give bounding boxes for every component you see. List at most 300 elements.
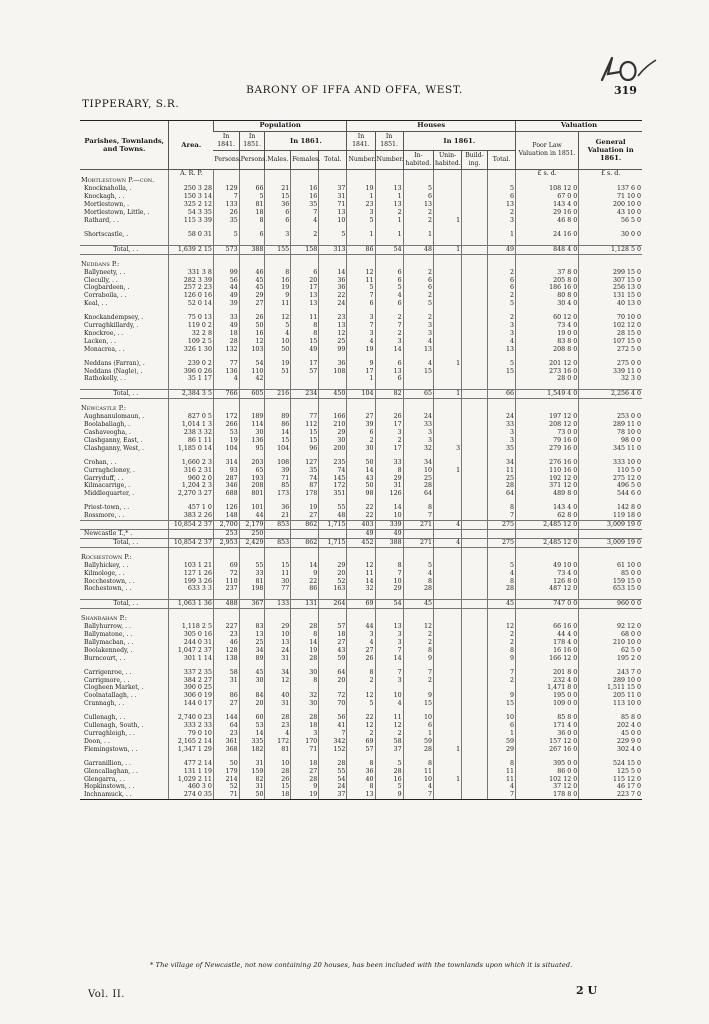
cell-males: 86 bbox=[265, 421, 291, 429]
cell-uninhabited: 1 bbox=[434, 776, 462, 784]
cell-houses-total: 11 bbox=[487, 776, 515, 784]
cell-pop-1851: 29 bbox=[239, 292, 265, 300]
cell-uninhabited bbox=[434, 314, 462, 322]
townland-row bbox=[80, 459, 642, 467]
townland-row bbox=[80, 269, 642, 277]
cell-houses-1841: 49 bbox=[347, 529, 375, 538]
cell-name: Aughnanulomaun, . bbox=[84, 413, 145, 421]
cell-name: Rossmore, . . bbox=[84, 512, 125, 520]
cell-houses-total: 45 bbox=[487, 600, 515, 609]
cell-pop-1851: 42 bbox=[239, 375, 265, 383]
cell-poor-law-valuation: 143 4 0 bbox=[516, 201, 579, 209]
cell-pop-1851: 46 bbox=[239, 269, 265, 277]
cell-building bbox=[462, 655, 488, 663]
cell-houses-1851: 5 bbox=[375, 783, 403, 791]
townland-row bbox=[80, 791, 642, 799]
cell-females: 13 bbox=[291, 300, 319, 308]
cell-pop-1841: 77 bbox=[213, 360, 239, 368]
cell-pop-1841: 766 bbox=[213, 390, 239, 399]
cell-inhabited: 2 bbox=[403, 631, 433, 639]
cell-name: Burncourt, . . bbox=[84, 654, 126, 662]
cell-name: Shortscastle, . bbox=[84, 230, 129, 238]
cell-houses-1841: 452 bbox=[347, 538, 375, 547]
cell-inhabited: 2 bbox=[403, 292, 433, 300]
cell-houses-1851: 8 bbox=[375, 562, 403, 570]
cell-houses-1851: 388 bbox=[375, 538, 403, 547]
cell-pop-1841: 138 bbox=[213, 655, 239, 663]
cell-pop-1841: 172 bbox=[213, 413, 239, 421]
cell-houses-1851: 3 bbox=[375, 631, 403, 639]
cell-area: 477 2 14 bbox=[169, 760, 213, 768]
cell-area: 244 0 31 bbox=[169, 639, 213, 647]
cell-building bbox=[462, 269, 488, 277]
cell-inhabited: 24 bbox=[403, 413, 433, 421]
cell-area: 383 2 26 bbox=[169, 512, 213, 520]
cell-pop-1851 bbox=[239, 684, 265, 692]
cell-area: 239 0 2 bbox=[169, 360, 213, 368]
cell-females: 15 bbox=[291, 437, 319, 445]
cell-general-valuation: 40 13 0 bbox=[579, 300, 642, 308]
cell-houses-1841: 69 bbox=[347, 738, 375, 746]
cell-area: 282 3 39 bbox=[169, 277, 213, 285]
cell-building bbox=[462, 338, 488, 346]
cell-building bbox=[462, 791, 488, 799]
townland-row bbox=[80, 284, 642, 292]
cell-general-valuation: 205 11 0 bbox=[579, 692, 642, 700]
cell-pop-total: 48 bbox=[319, 512, 347, 520]
cell-poor-law-valuation: 86 0 0 bbox=[516, 768, 579, 776]
cell-area: 127 1 26 bbox=[169, 570, 213, 578]
townland-row bbox=[80, 201, 642, 209]
cell-inhabited: 12 bbox=[403, 623, 433, 631]
total-row bbox=[80, 600, 642, 609]
cell-houses-1851: 6 bbox=[375, 360, 403, 368]
cell-females: 28 bbox=[291, 623, 319, 631]
cell-houses-total: 2 bbox=[487, 292, 515, 300]
cell-building bbox=[462, 245, 488, 254]
townland-row bbox=[80, 217, 642, 225]
cell-poor-law-valuation: 37 8 0 bbox=[516, 269, 579, 277]
cell-females: 77 bbox=[291, 413, 319, 421]
cell-pop-total: 24 bbox=[319, 300, 347, 308]
cell-poor-law-valuation: 205 8 0 bbox=[516, 277, 579, 285]
cell-houses-total: 33 bbox=[487, 421, 515, 429]
townland-row bbox=[80, 475, 642, 483]
cell-name: Crannagh, . . bbox=[84, 700, 125, 708]
townland-row bbox=[80, 375, 642, 383]
cell-pop-total: 1,715 bbox=[319, 521, 347, 530]
cell-houses-1841: 6 bbox=[347, 300, 375, 308]
cell-houses-total: 6 bbox=[487, 722, 515, 730]
cell-houses-1851: 14 bbox=[375, 655, 403, 663]
cell-name: Priest-town, . . bbox=[84, 504, 130, 512]
cell-poor-law-valuation: 73 0 0 bbox=[516, 429, 579, 437]
cell-building bbox=[462, 677, 488, 685]
cell-uninhabited bbox=[434, 768, 462, 776]
cell-general-valuation: 85 8 0 bbox=[579, 714, 642, 722]
cell-name: Mortlestown, . bbox=[84, 201, 130, 209]
cell-females: 15 bbox=[291, 429, 319, 437]
cell-uninhabited: 1 bbox=[434, 467, 462, 475]
cell-uninhabited: 4 bbox=[434, 521, 462, 530]
cell-houses-1841: 27 bbox=[347, 647, 375, 655]
cell-poor-law-valuation bbox=[516, 529, 579, 538]
cell-females: 74 bbox=[291, 475, 319, 483]
cell-general-valuation: 229 9 0 bbox=[579, 738, 642, 746]
cell-houses-1851: 7 bbox=[375, 322, 403, 330]
cell-pop-1851: 13 bbox=[239, 631, 265, 639]
cell-pop-total: 70 bbox=[319, 700, 347, 708]
cell-name: Knockagh, . . bbox=[84, 193, 125, 201]
cell-pop-1841: 33 bbox=[213, 314, 239, 322]
cell-pop-total: 20 bbox=[319, 570, 347, 578]
cell-uninhabited: 1 bbox=[434, 245, 462, 254]
cell-building bbox=[462, 217, 488, 225]
cell-females: 2 bbox=[291, 231, 319, 239]
cell-general-valuation: 960 0 0 bbox=[579, 600, 642, 609]
cell-poor-law-valuation: 2,485 12 0 bbox=[516, 538, 579, 547]
cell-general-valuation: 102 12 0 bbox=[579, 322, 642, 330]
cell-houses-total: 7 bbox=[487, 669, 515, 677]
cell-poor-law-valuation: 166 12 0 bbox=[516, 655, 579, 663]
cell-females: 19 bbox=[291, 647, 319, 655]
cell-houses-1851: 13 bbox=[375, 185, 403, 193]
header-uninhabited: Unin- habited. bbox=[434, 150, 462, 169]
cell-males: 71 bbox=[265, 475, 291, 483]
cell-general-valuation: 339 11 0 bbox=[579, 368, 642, 376]
cell-area: 2,740 0 23 bbox=[169, 714, 213, 722]
cell-inhabited: 5 bbox=[403, 185, 433, 193]
cell-houses-1841: 12 bbox=[347, 562, 375, 570]
cell-building bbox=[462, 445, 488, 453]
cell-houses-1851: 3 bbox=[375, 429, 403, 437]
cell-males: 15 bbox=[265, 562, 291, 570]
cell-pop-total: 152 bbox=[319, 746, 347, 754]
cell-houses-total: 2 bbox=[487, 269, 515, 277]
cell-building bbox=[462, 330, 488, 338]
cell-pop-total: 108 bbox=[319, 368, 347, 376]
townland-row bbox=[80, 669, 642, 677]
cell-uninhabited bbox=[434, 300, 462, 308]
cell-uninhabited bbox=[434, 413, 462, 421]
header-males: Males. bbox=[265, 150, 291, 169]
townland-row bbox=[80, 631, 642, 639]
cell-general-valuation: 43 10 0 bbox=[579, 209, 642, 217]
cell-poor-law-valuation: 1,471 8 0 bbox=[516, 684, 579, 692]
cell-inhabited: 8 bbox=[403, 647, 433, 655]
cell-inhabited: 8 bbox=[403, 504, 433, 512]
cell-houses-total: 66 bbox=[487, 390, 515, 399]
cell-males: 26 bbox=[265, 776, 291, 784]
cell-males: 29 bbox=[265, 623, 291, 631]
cell-building bbox=[462, 459, 488, 467]
cell-building bbox=[462, 538, 488, 547]
cell-poor-law-valuation: 28 0 0 bbox=[516, 375, 579, 383]
cell-pop-1841: 144 bbox=[213, 714, 239, 722]
cell-inhabited: 10 bbox=[403, 467, 433, 475]
cell-houses-1841: 17 bbox=[347, 368, 375, 376]
cell-name bbox=[80, 521, 169, 530]
cell-general-valuation: 210 10 0 bbox=[579, 639, 642, 647]
cell-males bbox=[265, 684, 291, 692]
cell-inhabited: 13 bbox=[403, 201, 433, 209]
cell-name: Ballyneety, . . bbox=[84, 268, 126, 276]
cell-area: 1,639 2 15 bbox=[169, 245, 213, 254]
townland-row bbox=[80, 746, 642, 754]
cell-pop-1841: 5 bbox=[213, 231, 239, 239]
cell-houses-total: 2 bbox=[487, 314, 515, 322]
cell-building bbox=[462, 730, 488, 738]
cell-pop-1841: 49 bbox=[213, 322, 239, 330]
cell-building bbox=[462, 639, 488, 647]
townland-row bbox=[80, 578, 642, 586]
header-persons-1841: Persons. bbox=[213, 150, 239, 169]
cell-houses-total: 2 bbox=[487, 631, 515, 639]
cell-pop-1841: 361 bbox=[213, 738, 239, 746]
cell-area: 199 3 26 bbox=[169, 578, 213, 586]
cell-poor-law-valuation: 24 16 0 bbox=[516, 231, 579, 239]
cell-pop-1851: 89 bbox=[239, 655, 265, 663]
cell-pop-1851: 65 bbox=[239, 467, 265, 475]
cell-houses-1841: 3 bbox=[347, 209, 375, 217]
cell-uninhabited: 1 bbox=[434, 746, 462, 754]
signature-mark: 2 U bbox=[576, 984, 598, 997]
cell-houses-1841: 27 bbox=[347, 413, 375, 421]
cell-pop-1851: 84 bbox=[239, 692, 265, 700]
cell-males: 21 bbox=[265, 512, 291, 520]
area-units-label: A. R. P. bbox=[169, 169, 213, 177]
cell-poor-law-valuation: 157 12 0 bbox=[516, 738, 579, 746]
cell-pop-1841: 53 bbox=[213, 429, 239, 437]
general-units-label: £ s. d. bbox=[579, 169, 642, 177]
cell-pop-1851: 101 bbox=[239, 504, 265, 512]
cell-females: 20 bbox=[291, 277, 319, 285]
cell-houses-1841: 12 bbox=[347, 722, 375, 730]
cell-houses-1851: 37 bbox=[375, 746, 403, 754]
townland-row bbox=[80, 209, 642, 217]
cell-males: 21 bbox=[265, 185, 291, 193]
cell-name: Newcastle T.,* . bbox=[84, 529, 133, 537]
cell-inhabited: 3 bbox=[403, 437, 433, 445]
cell-pop-1841: 86 bbox=[213, 692, 239, 700]
cell-area: 1,204 2 3 bbox=[169, 482, 213, 490]
cell-poor-law-valuation: 30 4 0 bbox=[516, 300, 579, 308]
cell-pop-1841: 49 bbox=[213, 292, 239, 300]
cell-uninhabited bbox=[434, 459, 462, 467]
cell-uninhabited bbox=[434, 714, 462, 722]
cell-pop-total: 71 bbox=[319, 201, 347, 209]
cell-houses-total: 3 bbox=[487, 437, 515, 445]
cell-pop-1851: 203 bbox=[239, 459, 265, 467]
cell-general-valuation: 119 18 0 bbox=[579, 512, 642, 520]
townland-row bbox=[80, 768, 642, 776]
cell-uninhabited: 1 bbox=[434, 360, 462, 368]
cell-uninhabited bbox=[434, 269, 462, 277]
cell-houses-1851: 7 bbox=[375, 647, 403, 655]
cell-females: 8 bbox=[291, 330, 319, 338]
cell-poor-law-valuation: 108 12 0 bbox=[516, 185, 579, 193]
cell-building bbox=[462, 360, 488, 368]
cell-poor-law-valuation: 80 8 0 bbox=[516, 292, 579, 300]
cell-pop-1841: 27 bbox=[213, 700, 239, 708]
cell-building bbox=[462, 562, 488, 570]
cell-houses-1841: 3 bbox=[347, 631, 375, 639]
cell-pop-1841: 214 bbox=[213, 776, 239, 784]
cell-pop-total: 57 bbox=[319, 623, 347, 631]
townland-row bbox=[80, 360, 642, 368]
cell-pop-1851: 20 bbox=[239, 700, 265, 708]
cell-houses-1851: 10 bbox=[375, 512, 403, 520]
cell-houses-1841: 39 bbox=[347, 421, 375, 429]
cell-houses-1841: 104 bbox=[347, 390, 375, 399]
cell-females: 19 bbox=[291, 504, 319, 512]
cell-houses-1851: 9 bbox=[375, 791, 403, 799]
cell-houses-total: 12 bbox=[487, 623, 515, 631]
cell-building bbox=[462, 421, 488, 429]
cell-inhabited: 6 bbox=[403, 277, 433, 285]
cell-name: Total, . . bbox=[80, 600, 169, 609]
townland-row bbox=[80, 231, 642, 239]
townland-row bbox=[80, 562, 642, 570]
cell-area: 301 1 14 bbox=[169, 655, 213, 663]
cell-pop-1851: 25 bbox=[239, 639, 265, 647]
cell-males: 50 bbox=[265, 346, 291, 354]
cell-building bbox=[462, 284, 488, 292]
cell-general-valuation: 28 15 0 bbox=[579, 330, 642, 338]
cell-pop-total: 13 bbox=[319, 209, 347, 217]
cell-pop-1841: 26 bbox=[213, 209, 239, 217]
townland-row bbox=[80, 692, 642, 700]
townland-row bbox=[80, 429, 642, 437]
cell-uninhabited bbox=[434, 791, 462, 799]
cell-pop-1851: 801 bbox=[239, 490, 265, 498]
cell-houses-1851: 16 bbox=[375, 776, 403, 784]
cell-pop-1841: 64 bbox=[213, 722, 239, 730]
cell-females: 28 bbox=[291, 714, 319, 722]
cell-pop-1851: 18 bbox=[239, 209, 265, 217]
cell-houses-total: 275 bbox=[487, 538, 515, 547]
cell-uninhabited bbox=[434, 346, 462, 354]
cell-houses-1851: 2 bbox=[375, 314, 403, 322]
cell-females: 22 bbox=[291, 578, 319, 586]
cell-area: 10,854 2 37 bbox=[169, 521, 213, 530]
cell-uninhabited bbox=[434, 338, 462, 346]
cell-uninhabited bbox=[434, 529, 462, 538]
cell-pop-1841: 23 bbox=[213, 730, 239, 738]
cell-uninhabited bbox=[434, 292, 462, 300]
cell-males: 10 bbox=[265, 338, 291, 346]
cell-area: 316 2 31 bbox=[169, 467, 213, 475]
townland-row bbox=[80, 413, 642, 421]
cell-males: 155 bbox=[265, 245, 291, 254]
cell-pop-1841: 99 bbox=[213, 269, 239, 277]
townland-row bbox=[80, 482, 642, 490]
cell-pop-1841: 56 bbox=[213, 277, 239, 285]
cell-pop-total: 52 bbox=[319, 578, 347, 586]
cell-houses-total: 5 bbox=[487, 360, 515, 368]
cell-pop-1841: 346 bbox=[213, 482, 239, 490]
cell-pop-1841: 237 bbox=[213, 585, 239, 593]
cell-poor-law-valuation: 273 16 0 bbox=[516, 368, 579, 376]
cell-name: Hopkinstown, . . bbox=[84, 783, 135, 791]
census-body bbox=[80, 169, 642, 800]
cell-name: Knocknaholla, . bbox=[84, 185, 132, 193]
cell-area: 109 2 5 bbox=[169, 338, 213, 346]
cell-pop-1841: 314 bbox=[213, 459, 239, 467]
cell-males: 8 bbox=[265, 269, 291, 277]
cell-males bbox=[265, 529, 291, 538]
cell-pop-total: 29 bbox=[319, 562, 347, 570]
cell-name: Rathokelly, . . bbox=[84, 375, 126, 383]
townland-row bbox=[80, 445, 642, 453]
county-heading: TIPPERARY, S.R. bbox=[82, 98, 180, 110]
cell-houses-1851: 126 bbox=[375, 490, 403, 498]
cell-building bbox=[462, 322, 488, 330]
cell-area: 144 0 17 bbox=[169, 700, 213, 708]
cell-poor-law-valuation: 102 12 0 bbox=[516, 776, 579, 784]
cell-houses-1851: 4 bbox=[375, 700, 403, 708]
cell-building bbox=[462, 300, 488, 308]
cell-females: 18 bbox=[291, 722, 319, 730]
cell-houses-1841: 5 bbox=[347, 217, 375, 225]
cell-houses-total: 2 bbox=[487, 209, 515, 217]
cell-pop-1841: 148 bbox=[213, 512, 239, 520]
cell-houses-1851: 29 bbox=[375, 585, 403, 593]
cell-pop-total: 55 bbox=[319, 504, 347, 512]
cell-general-valuation: 85 0 0 bbox=[579, 570, 642, 578]
cell-pop-1851: 82 bbox=[239, 776, 265, 784]
cell-poor-law-valuation: 232 4 0 bbox=[516, 677, 579, 685]
cell-building bbox=[462, 437, 488, 445]
cell-general-valuation: 71 10 0 bbox=[579, 193, 642, 201]
cell-pop-1851: 2,179 bbox=[239, 521, 265, 530]
cell-females: 862 bbox=[291, 538, 319, 547]
parish-heading-row bbox=[80, 177, 642, 185]
cell-poor-law-valuation: 395 0 0 bbox=[516, 760, 579, 768]
header-parishes: Parishes, Townlands, and Towns. bbox=[80, 121, 169, 170]
cell-area: 32 2 8 bbox=[169, 330, 213, 338]
cell-inhabited: 13 bbox=[403, 346, 433, 354]
cell-area: 126 0 16 bbox=[169, 292, 213, 300]
cell-houses-total: 3 bbox=[487, 330, 515, 338]
cell-houses-total: 5 bbox=[487, 562, 515, 570]
cell-pop-1841: 128 bbox=[213, 647, 239, 655]
cell-poor-law-valuation: 143 4 0 bbox=[516, 504, 579, 512]
cell-building bbox=[462, 482, 488, 490]
cell-pop-1851: 55 bbox=[239, 562, 265, 570]
cell-area: 960 2 0 bbox=[169, 475, 213, 483]
cell-inhabited: 271 bbox=[403, 538, 433, 547]
cell-pop-1841: 136 bbox=[213, 368, 239, 376]
cell-houses-1841: 1 bbox=[347, 231, 375, 239]
cell-poor-law-valuation: 60 12 0 bbox=[516, 314, 579, 322]
cell-pop-total: 13 bbox=[319, 322, 347, 330]
cell-pop-1851: 50 bbox=[239, 322, 265, 330]
cell-females: 13 bbox=[291, 292, 319, 300]
cell-area: 2,270 3 27 bbox=[169, 490, 213, 498]
cell-area: 326 1 30 bbox=[169, 346, 213, 354]
cell-poor-law-valuation: 109 0 0 bbox=[516, 700, 579, 708]
cell-area: 274 0 35 bbox=[169, 791, 213, 799]
header-pop-1851: In 1851. bbox=[239, 131, 265, 150]
cell-pop-1841: 52 bbox=[213, 783, 239, 791]
cell-pop-total: 210 bbox=[319, 421, 347, 429]
cell-pop-total: 25 bbox=[319, 338, 347, 346]
cell-general-valuation: 3,009 19 0 bbox=[579, 538, 642, 547]
cell-building bbox=[462, 647, 488, 655]
cell-pop-1841 bbox=[213, 684, 239, 692]
cell-building bbox=[462, 746, 488, 754]
